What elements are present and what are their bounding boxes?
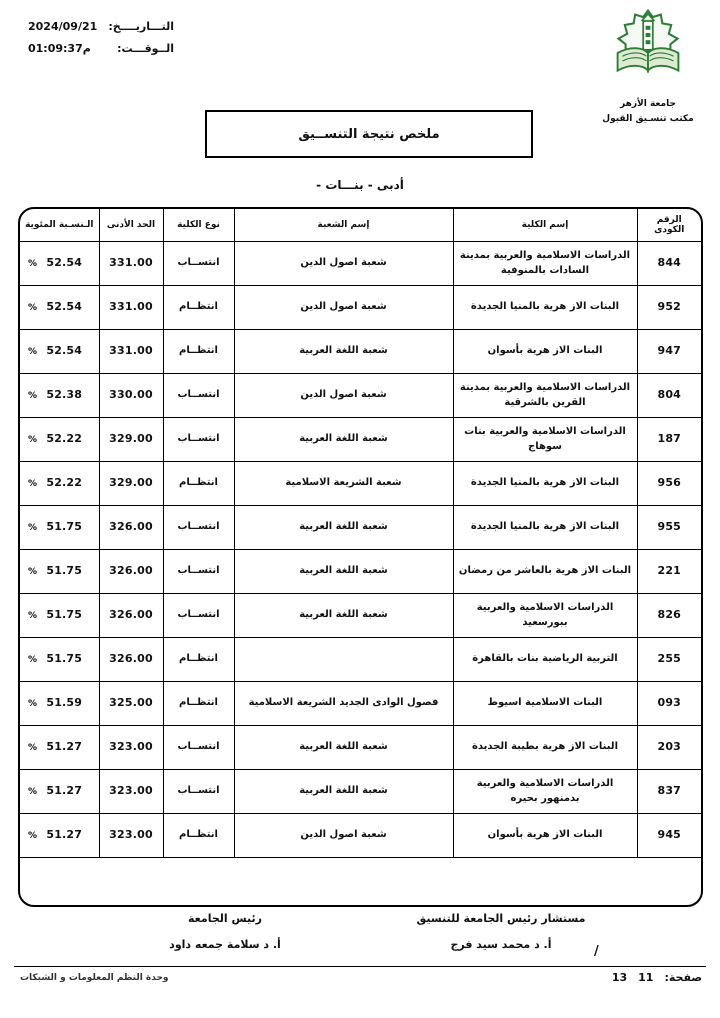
cell-pct-value: 52.22 [46,476,83,490]
office-name: مكتب تنسـيق القبول [602,114,694,124]
percent-sign: % [28,654,38,665]
cell-pct [20,373,99,417]
cell-type: انتســاب [163,373,234,417]
cell-min: 326.00 [99,505,163,549]
results-table-body [20,241,701,857]
table-row [20,329,701,373]
table-row [20,725,701,769]
cell-branch: شعبة اصول الدين [234,241,453,285]
cell-code: 826 [637,593,701,637]
signature-left-name: أ. د سلامة جمعه داود [169,938,281,951]
signature-right-title: مستشار رئيس الجامعة للتنسيق [416,912,586,925]
results-table [20,209,701,858]
unit-name: وحدة النظم المعلومات و الشبكات [20,973,169,983]
cell-pct [20,549,99,593]
time-row [28,42,174,55]
cell-type: انتظــام [163,813,234,857]
cell-type: انتظــام [163,329,234,373]
cell-branch: شعبة اصول الدين [234,813,453,857]
cell-code: 221 [637,549,701,593]
table-header-row [20,209,701,241]
cell-pct [20,461,99,505]
cell-pct [20,725,99,769]
percent-sign: % [28,610,38,621]
table-row [20,241,701,285]
table-row [20,549,701,593]
cell-pct-value: 51.27 [46,740,83,754]
cell-type: انتظــام [163,681,234,725]
cell-college: البنات الاز هرية بطيبة الجديدة [453,725,637,769]
cell-pct-value: 51.75 [46,608,83,622]
cell-code: 947 [637,329,701,373]
table-row [20,285,701,329]
cell-min: 325.00 [99,681,163,725]
cell-min: 331.00 [99,241,163,285]
results-table-frame [18,207,703,907]
percent-sign: % [28,390,38,401]
cell-type: انتســاب [163,725,234,769]
header-branch: إسم الشعبة [234,209,453,241]
table-row [20,637,701,681]
cell-min: 330.00 [99,373,163,417]
cell-code: 952 [637,285,701,329]
page-current: 11 [638,971,654,984]
cell-pct [20,505,99,549]
percent-sign: % [28,478,38,489]
page-number [612,971,702,984]
cell-type: انتســاب [163,241,234,285]
cell-branch: شعبة اللغة العربية [234,417,453,461]
table-row [20,813,701,857]
percent-sign: % [28,302,38,313]
date-value: 2024/09/21 [28,20,98,33]
cell-college: البنات الاز هرية بأسوان [453,329,637,373]
cell-code: 844 [637,241,701,285]
report-subtitle: - أدبى - بنـــات [316,178,404,192]
cell-min: 329.00 [99,461,163,505]
cell-college: الدراسات الاسلامية والعربية ببورسعيد [453,593,637,637]
header-college: إسم الكلية [453,209,637,241]
cell-code: 203 [637,725,701,769]
cell-pct [20,637,99,681]
percent-sign: % [28,522,38,533]
date-row [28,20,174,33]
cell-branch: شعبة اللغة العربية [234,593,453,637]
cell-branch: شعبة اللغة العربية [234,769,453,813]
time-value: م01:09:37 [28,42,91,55]
cell-pct-value: 52.22 [46,432,83,446]
report-title-box [205,110,533,158]
cell-min: 326.00 [99,549,163,593]
page-label: صفحة: [664,971,702,984]
percent-sign: % [28,346,38,357]
table-row [20,505,701,549]
cell-min: 331.00 [99,285,163,329]
signature-left [94,912,356,951]
percent-sign: % [28,786,38,797]
page-fraction-slash: / [594,944,599,959]
cell-pct [20,813,99,857]
cell-branch: شعبة اصول الدين [234,373,453,417]
cell-min: 329.00 [99,417,163,461]
cell-code: 956 [637,461,701,505]
page-total: 13 [611,971,628,984]
cell-pct [20,681,99,725]
cell-min: 331.00 [99,329,163,373]
cell-pct-value: 51.59 [46,696,83,710]
cell-code: 093 [637,681,701,725]
cell-pct-value: 51.27 [46,784,83,798]
table-row [20,373,701,417]
cell-min: 323.00 [99,725,163,769]
cell-college: التربية الرياضية بنات بالقاهرة [453,637,637,681]
signature-right [370,912,632,951]
header-type: نوع الكلية [163,209,234,241]
cell-code: 945 [637,813,701,857]
cell-pct [20,769,99,813]
cell-type: انتســاب [163,593,234,637]
cell-branch [234,637,453,681]
table-row [20,417,701,461]
cell-pct-value: 51.27 [46,828,83,842]
cell-branch: فصول الوادى الجديد الشريعة الاسلامية [234,681,453,725]
datetime-block [28,20,174,64]
cell-type: انتســاب [163,417,234,461]
cell-code: 187 [637,417,701,461]
signature-right-name: أ. د محمد سيد فرج [450,938,552,951]
cell-pct [20,241,99,285]
cell-code: 804 [637,373,701,417]
cell-pct-value: 52.38 [46,388,83,402]
cell-type: انتظــام [163,285,234,329]
date-label: التـــاريــــخ: [108,20,174,33]
table-row [20,681,701,725]
cell-min: 326.00 [99,593,163,637]
footer-divider [14,966,706,967]
cell-min: 323.00 [99,769,163,813]
cell-type: انتســاب [163,549,234,593]
cell-pct [20,285,99,329]
cell-pct [20,417,99,461]
cell-pct-value: 51.75 [46,564,83,578]
cell-branch: شعبة اللغة العربية [234,549,453,593]
cell-pct-value: 51.75 [46,520,83,534]
signature-left-title: رئيس الجامعة [188,912,262,925]
cell-type: انتســاب [163,769,234,813]
cell-code: 837 [637,769,701,813]
header-min: الحد الأدنى [99,209,163,241]
cell-pct-value: 52.54 [46,344,83,358]
cell-branch: شعبة اللغة العربية [234,725,453,769]
percent-sign: % [28,434,38,445]
cell-pct-value: 51.75 [46,652,83,666]
time-label: الــوقـــت: [117,42,174,55]
percent-sign: % [28,258,38,269]
cell-type: انتســاب [163,505,234,549]
cell-college: البنات الاسلامية اسيوط [453,681,637,725]
cell-college: البنات الاز هرية بالعاشر من رمضان [453,549,637,593]
cell-college: البنات الاز هرية بالمنيا الجديدة [453,461,637,505]
table-row [20,769,701,813]
cell-pct-value: 52.54 [46,256,83,270]
cell-college: البنات الاز هرية بالمنيا الجديدة [453,505,637,549]
cell-pct [20,329,99,373]
table-row [20,593,701,637]
report-title: ملخص نتيجة التنســيق [298,126,440,142]
al-azhar-university-emblem-icon [608,8,688,94]
cell-college: الدراسات الاسلامية والعربية بنات سوهاج [453,417,637,461]
cell-college: البنات الاز هرية بالمنيا الجديدة [453,285,637,329]
percent-sign: % [28,830,38,841]
percent-sign: % [28,742,38,753]
cell-code: 955 [637,505,701,549]
cell-min: 326.00 [99,637,163,681]
cell-college: الدراسات الاسلامية والعربية بدمنهور بحيره [453,769,637,813]
header-pct: الـنسـبة المئوية [20,209,99,241]
cell-branch: شعبة اللغة العربية [234,329,453,373]
cell-type: انتظــام [163,461,234,505]
cell-college: الدراسات الاسلامية والعربية بمدينة القرين بالشرقية [453,373,637,417]
cell-branch: شعبة اللغة العربية [234,505,453,549]
percent-sign: % [28,698,38,709]
percent-sign: % [28,566,38,577]
org-block [594,8,702,124]
table-row [20,461,701,505]
cell-code: 255 [637,637,701,681]
cell-type: انتظــام [163,637,234,681]
cell-branch: شعبة الشريعة الاسلامية [234,461,453,505]
cell-branch: شعبة اصول الدين [234,285,453,329]
cell-college: البنات الاز هرية بأسوان [453,813,637,857]
cell-college: الدراسات الاسلامية والعربية بمدينة السادات بالمنوفية [453,241,637,285]
cell-pct-value: 52.54 [46,300,83,314]
cell-pct [20,593,99,637]
university-name: جامعة الأزهر [620,99,676,109]
cell-min: 323.00 [99,813,163,857]
header-code: الرقم الكودى [637,209,701,241]
